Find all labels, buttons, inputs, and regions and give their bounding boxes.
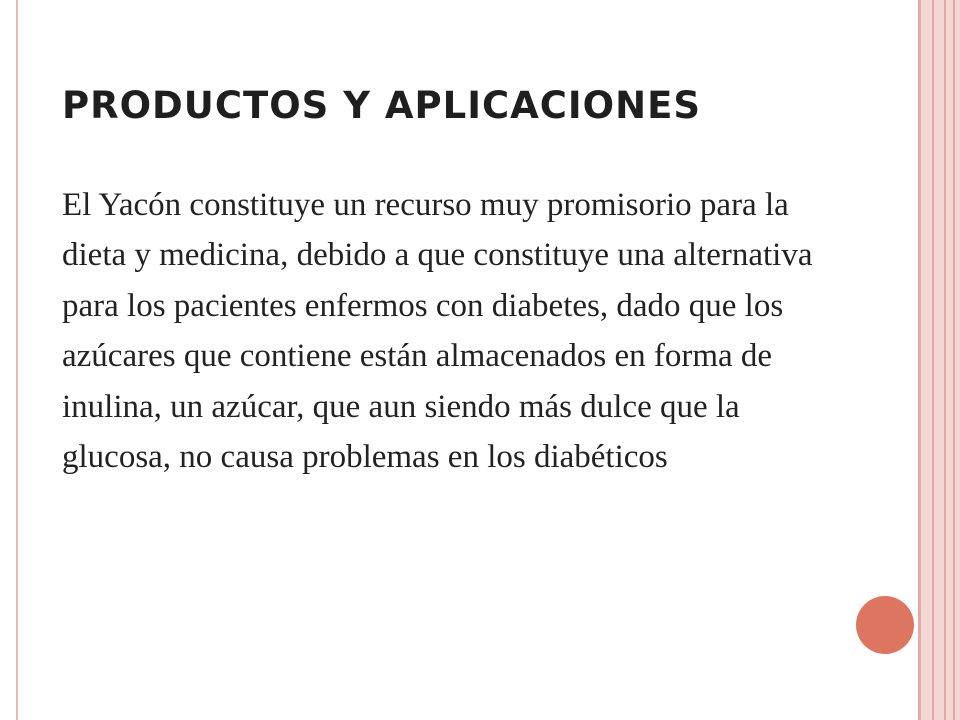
slide-body-text: El Yacón constituye un recurso muy promisorio para la dieta y medicina, debido a que constituye una alternativa para los pacientes enfermos con diabetes, dado que los azúcares que contiene están almacenados en forma de inulina, un azúcar, que aun siendo más dulce que la glucosa, no causa problemas en los diabéticos: [62, 187, 813, 476]
band-stripe: [932, 0, 934, 720]
band-stripe: [944, 0, 946, 720]
decorative-circle-icon: [856, 596, 914, 654]
left-border-line: [16, 0, 18, 720]
band-stripe: [953, 0, 955, 720]
band-stripe: [918, 0, 921, 720]
slide-title: PRODUCTOS Y APLICACIONES: [62, 84, 702, 127]
